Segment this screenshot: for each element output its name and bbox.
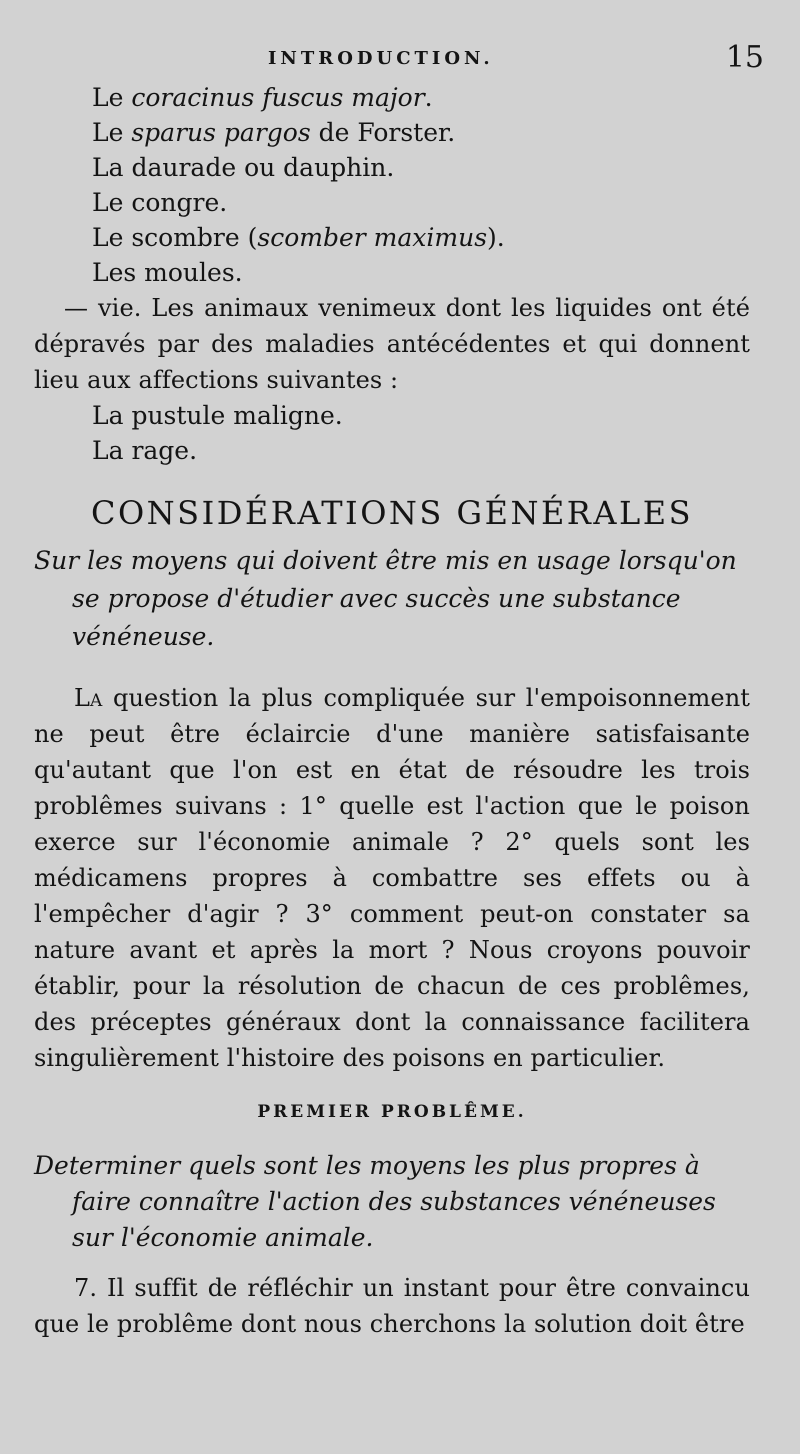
list-item: Le congre. <box>92 188 228 217</box>
problem-title: PREMIER PROBLÊME. <box>257 1102 527 1122</box>
paragraph-main: La question la plus compliquée sur l'empoisonnement ne peut être éclaircie d'une manière satisfaisante qu'autant que l'on est en état de résoudre les trois problêmes suivans : 1° quelle est l'action que le poison exerce sur l'économie animale ? 2° quels sont les médicamens propres à combattre ses effets ou à l'empêcher d'agir ? 3° comment peut-on constater sa nature avant et après la mort ? Nous croyons pouvoir établir, pour la résolution de chacun de ces problêmes, des préceptes généraux dont la connaissance facilitera singulièrement l'histoire des poisons en particulier. <box>34 684 750 1072</box>
list-item: Le scombre (scomber maximus). <box>92 223 505 252</box>
page-body <box>34 80 750 1342</box>
list-item: La daurade ou dauphin. <box>92 153 395 182</box>
running-title: INTRODUCTION. <box>268 48 494 69</box>
page-number: 15 <box>725 40 764 75</box>
running-head <box>0 40 800 80</box>
section-heading: CONSIDÉRATIONS GÉNÉRALES <box>90 494 694 532</box>
affections-list <box>34 398 750 468</box>
paragraph-lead-word: La <box>74 684 103 712</box>
list-item: La rage. <box>92 436 198 465</box>
paragraph-vi: — vie. Les animaux venimeux dont les liquides ont été dépravés par des maladies antécédentes et qui donnent lieu aux affections suivantes : <box>34 294 750 394</box>
section-subheading: Sur les moyens qui doivent être mis en usage lorsqu'on se propose d'étudier avec succès une substance vénéneuse. <box>34 546 737 651</box>
list-item: Le sparus pargos de Forster. <box>92 118 456 147</box>
fish-list <box>34 80 750 290</box>
list-item: La pustule maligne. <box>92 401 343 430</box>
list-item: Le coracinus fuscus major. <box>92 83 433 112</box>
paragraph-7: 7. Il suffit de réfléchir un instant pour être convaincu que le problême dont nous cherchons la solution doit être <box>34 1274 750 1338</box>
problem-statement: Determiner quels sont les moyens les plus propres à faire connaître l'action des substances vénéneuses sur l'économie animale. <box>34 1151 716 1252</box>
list-item: Les moules. <box>92 258 243 287</box>
